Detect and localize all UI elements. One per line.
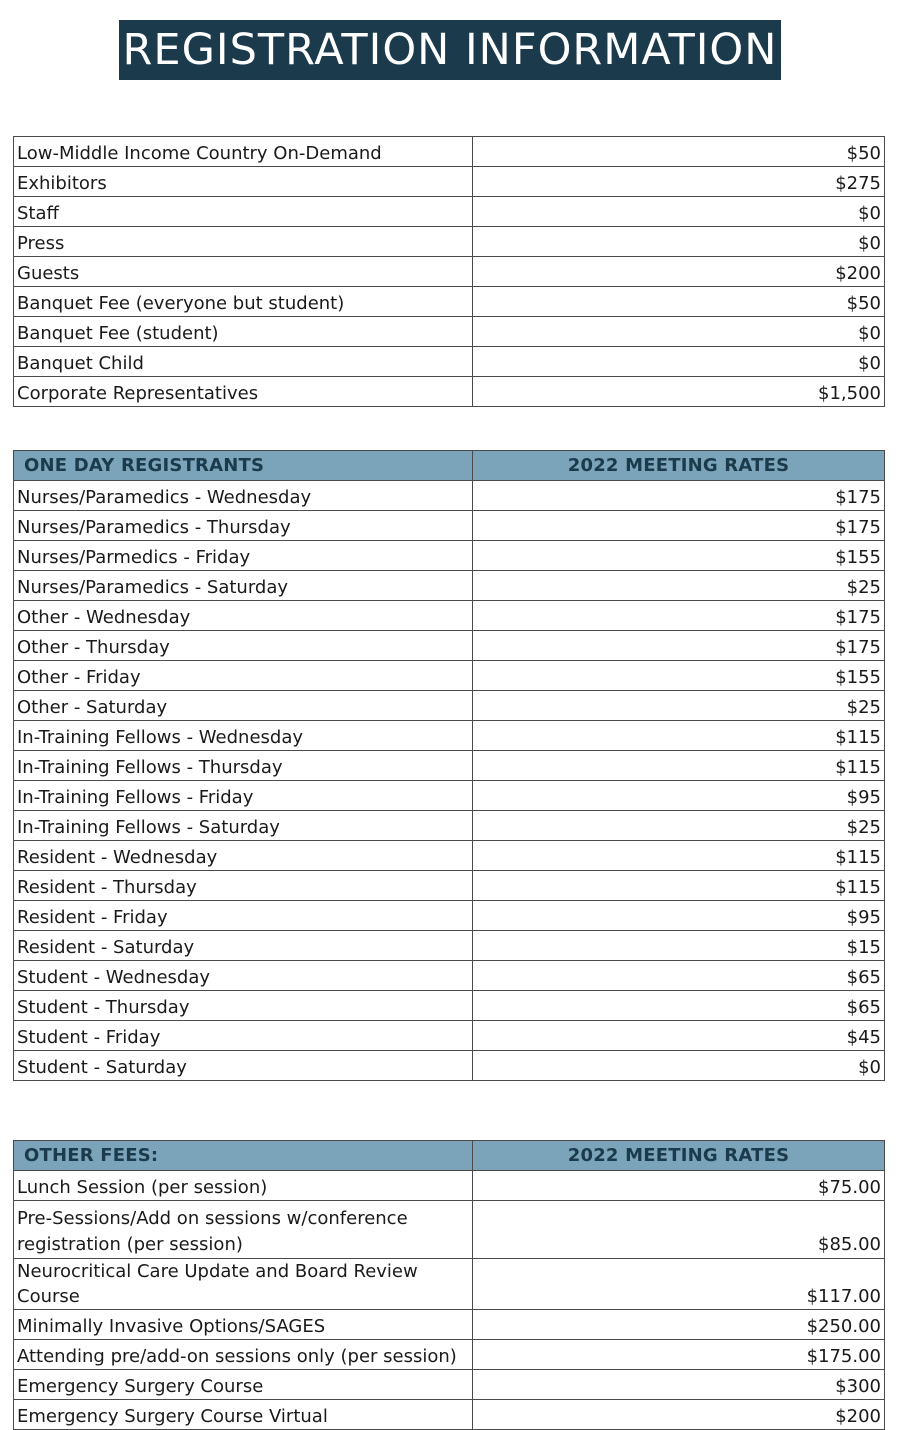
fee-amount: $0 — [473, 227, 885, 257]
table-row — [14, 811, 885, 841]
fee-amount: $175.00 — [473, 1340, 885, 1370]
fee-amount: $45 — [473, 1021, 885, 1051]
fee-amount: $175 — [473, 631, 885, 661]
fee-amount: $65 — [473, 991, 885, 1021]
fee-label: Resident - Thursday — [14, 871, 473, 901]
fee-label: Corporate Representatives — [14, 377, 473, 407]
table-row — [14, 901, 885, 931]
table-row — [14, 511, 885, 541]
table-row — [14, 1310, 885, 1340]
fee-label: Nurses/Paramedics - Saturday — [14, 571, 473, 601]
fee-amount: $0 — [473, 347, 885, 377]
fee-amount: $155 — [473, 661, 885, 691]
general-fees-body — [14, 137, 885, 407]
other-fees-header-rates: 2022 MEETING RATES — [473, 1141, 885, 1171]
fee-amount: $1,500 — [473, 377, 885, 407]
fee-amount: $0 — [473, 317, 885, 347]
table-row — [14, 1171, 885, 1201]
table-row — [14, 1400, 885, 1430]
table-row — [14, 347, 885, 377]
one-day-header-label: ONE DAY REGISTRANTS — [14, 451, 473, 481]
table-row — [14, 871, 885, 901]
table-row — [14, 571, 885, 601]
fee-label: Other - Wednesday — [14, 601, 473, 631]
fee-label: Resident - Saturday — [14, 931, 473, 961]
table-row — [14, 541, 885, 571]
fee-amount: $115 — [473, 721, 885, 751]
table-row — [14, 601, 885, 631]
table-row — [14, 781, 885, 811]
fee-amount: $175 — [473, 601, 885, 631]
fee-label: Emergency Surgery Course — [14, 1370, 473, 1400]
fee-label: In-Training Fellows - Thursday — [14, 751, 473, 781]
fee-amount: $75.00 — [473, 1171, 885, 1201]
table-row — [14, 1370, 885, 1400]
fee-amount: $155 — [473, 541, 885, 571]
table-row — [14, 631, 885, 661]
fee-label: Nurses/Paramedics - Wednesday — [14, 481, 473, 511]
fee-amount: $200 — [473, 1400, 885, 1430]
table-row — [14, 991, 885, 1021]
one-day-registrants-table — [13, 450, 885, 1081]
table-row — [14, 1051, 885, 1081]
one-day-header-rates: 2022 MEETING RATES — [473, 451, 885, 481]
table-row — [14, 1021, 885, 1051]
fee-label: Other - Saturday — [14, 691, 473, 721]
fee-label: Student - Friday — [14, 1021, 473, 1051]
fee-amount: $25 — [473, 811, 885, 841]
fee-amount: $115 — [473, 841, 885, 871]
fee-label: Press — [14, 227, 473, 257]
fee-label: Minimally Invasive Options/SAGES — [14, 1310, 473, 1340]
other-fees-header-label: OTHER FEES: — [14, 1141, 473, 1171]
fee-amount: $115 — [473, 871, 885, 901]
fee-label: Banquet Fee (student) — [14, 317, 473, 347]
fee-label: Nurses/Paramedics - Thursday — [14, 511, 473, 541]
table-row — [14, 961, 885, 991]
table-row — [14, 1201, 885, 1259]
fee-label: Student - Saturday — [14, 1051, 473, 1081]
fee-amount: $85.00 — [473, 1201, 885, 1259]
table-row — [14, 377, 885, 407]
table-row — [14, 1259, 885, 1310]
page-title: REGISTRATION INFORMATION — [119, 20, 782, 80]
fee-label: Low-Middle Income Country On-Demand — [14, 137, 473, 167]
fee-label: Nurses/Parmedics - Friday — [14, 541, 473, 571]
table-row — [14, 661, 885, 691]
fee-amount: $50 — [473, 137, 885, 167]
fee-amount: $95 — [473, 781, 885, 811]
table-row — [14, 1340, 885, 1370]
fee-label: Lunch Session (per session) — [14, 1171, 473, 1201]
fee-label: Attending pre/add-on sessions only (per session) — [14, 1340, 473, 1370]
table-row — [14, 227, 885, 257]
fee-label: Guests — [14, 257, 473, 287]
fee-amount: $300 — [473, 1370, 885, 1400]
table-row — [14, 931, 885, 961]
fee-amount: $25 — [473, 691, 885, 721]
fee-label: Emergency Surgery Course Virtual — [14, 1400, 473, 1430]
fee-label: In-Training Fellows - Friday — [14, 781, 473, 811]
table-row — [14, 167, 885, 197]
fee-amount: $250.00 — [473, 1310, 885, 1340]
fee-label: Student - Wednesday — [14, 961, 473, 991]
fee-amount: $0 — [473, 1051, 885, 1081]
fee-label: Resident - Wednesday — [14, 841, 473, 871]
fee-amount: $115 — [473, 751, 885, 781]
fee-amount: $275 — [473, 167, 885, 197]
fee-label: Exhibitors — [14, 167, 473, 197]
table-row — [14, 257, 885, 287]
one-day-registrants-body — [14, 481, 885, 1081]
fee-amount: $25 — [473, 571, 885, 601]
table-header-row — [14, 1141, 885, 1171]
other-fees-table — [13, 1140, 885, 1430]
table-row — [14, 287, 885, 317]
fee-label: Other - Thursday — [14, 631, 473, 661]
fee-label: Resident - Friday — [14, 901, 473, 931]
fee-label: Neurocritical Care Update and Board Review Course — [14, 1259, 473, 1310]
fee-amount: $175 — [473, 511, 885, 541]
table-row — [14, 481, 885, 511]
fee-label: Pre-Sessions/Add on sessions w/conference registration (per session) — [14, 1201, 473, 1259]
fee-label: In-Training Fellows - Saturday — [14, 811, 473, 841]
table-row — [14, 751, 885, 781]
fee-amount: $95 — [473, 901, 885, 931]
fee-amount: $200 — [473, 257, 885, 287]
fee-amount: $117.00 — [473, 1259, 885, 1310]
general-fees-table — [13, 136, 885, 407]
fee-label: Banquet Fee (everyone but student) — [14, 287, 473, 317]
table-row — [14, 137, 885, 167]
fee-amount: $65 — [473, 961, 885, 991]
table-row — [14, 317, 885, 347]
fee-label: Other - Friday — [14, 661, 473, 691]
table-header-row — [14, 451, 885, 481]
title-wrap — [0, 20, 898, 80]
fee-amount: $15 — [473, 931, 885, 961]
table-row — [14, 841, 885, 871]
fee-label: Banquet Child — [14, 347, 473, 377]
table-row — [14, 691, 885, 721]
table-row — [14, 721, 885, 751]
fee-label: Student - Thursday — [14, 991, 473, 1021]
other-fees-body — [14, 1171, 885, 1430]
table-row — [14, 197, 885, 227]
fee-amount: $50 — [473, 287, 885, 317]
fee-label: In-Training Fellows - Wednesday — [14, 721, 473, 751]
fee-amount: $175 — [473, 481, 885, 511]
fee-amount: $0 — [473, 197, 885, 227]
fee-label: Staff — [14, 197, 473, 227]
